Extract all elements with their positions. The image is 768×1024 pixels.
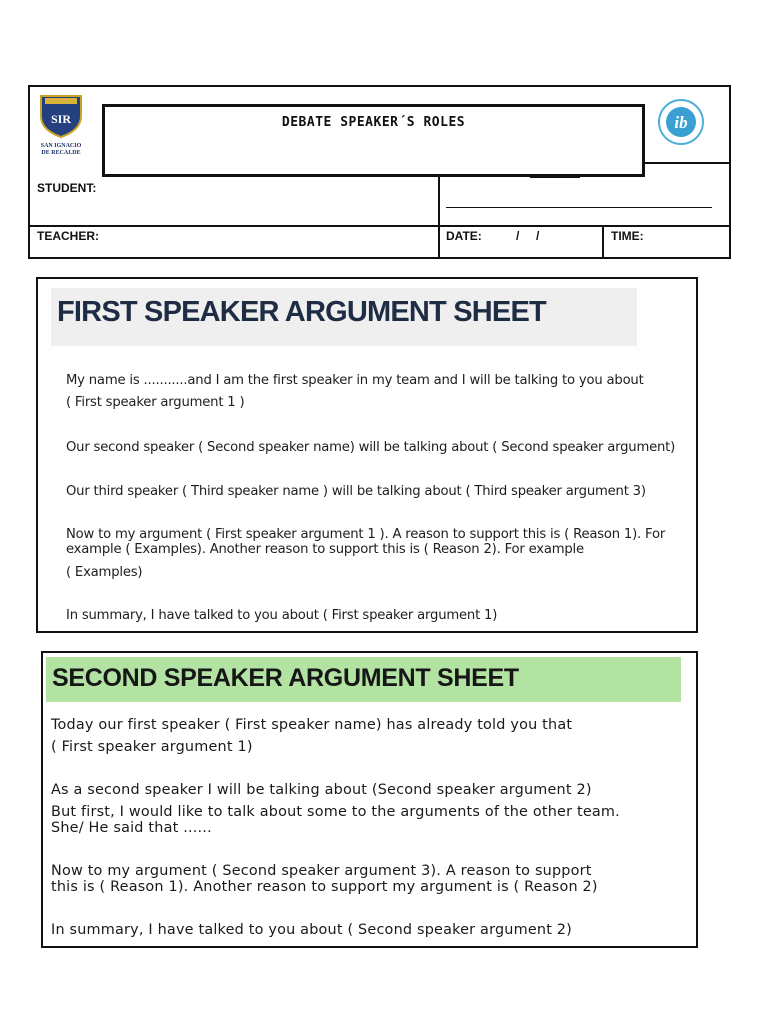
date-label: DATE: [446,229,482,243]
header-time-divider [602,225,604,259]
header-divider-right [645,162,731,164]
second-p2-line1: As a second speaker I will be talking about (Second speaker argument 2) [51,782,592,798]
page-title: DEBATE SPEAKER´S ROLES [281,115,466,130]
student-label: STUDENT: [37,181,97,195]
shield-initials: SIR [50,112,72,126]
first-p4-line2: example ( Examples). Another reason to support this is ( Reason 2). For example [66,542,584,557]
first-p4-line1: Now to my argument ( First speaker argument 1 ). A reason to support this is ( Reason 1). For [66,527,666,542]
school-name-line2: DE RECALDE [41,150,81,156]
school-shield-icon [36,92,86,138]
ib-logo-text: ib [674,113,688,132]
second-p2-line2: But first, I would like to talk about some to the arguments of the other team. [51,804,620,820]
teacher-label: TEACHER: [37,229,99,243]
second-p3-line1: Now to my argument ( Second speaker argument 3). A reason to support [51,863,592,879]
second-p4: In summary, I have talked to you about ( Second speaker argument 2) [51,922,572,938]
first-p3: Our third speaker ( Third speaker name ) will be talking about ( Third speaker argument 3) [66,484,646,499]
ib-logo-icon [656,97,706,147]
title-box [102,104,645,177]
ib-logo [656,97,706,147]
second-p3-line2: this is ( Reason 1). Another reason to support my argument is ( Reason 2) [51,879,598,895]
second-sheet-banner [46,657,681,702]
student-blank-line [446,207,712,208]
header-divider-teacher [28,225,731,227]
first-p2: Our second speaker ( Second speaker name) will be talking about ( Second speaker argument) [66,440,676,455]
second-sheet-heading: SECOND SPEAKER ARGUMENT SHEET [52,664,519,692]
second-p2-line3: She/ He said that ...... [51,820,212,836]
time-label: TIME: [611,229,644,243]
school-name-line1: SAN IGNACIO [40,143,82,149]
first-p4-line3: ( Examples) [66,565,143,580]
second-p1-line1: Today our first speaker ( First speaker name) has already told you that [51,717,573,733]
first-p1-line2: ( First speaker argument 1 ) [66,395,245,410]
header-vertical-divider [438,177,440,259]
first-p1-line1: My name is ...........and I am the first speaker in my team and I will be talking to you about [66,373,644,388]
first-sheet-heading: FIRST SPEAKER ARGUMENT SHEET [57,296,546,328]
second-p1-line2: ( First speaker argument 1) [51,739,253,755]
date-slashes: / / [516,229,540,243]
first-p5: In summary, I have talked to you about ( First speaker argument 1) [66,608,498,623]
first-sheet-banner [51,288,637,346]
school-logo [36,92,86,154]
